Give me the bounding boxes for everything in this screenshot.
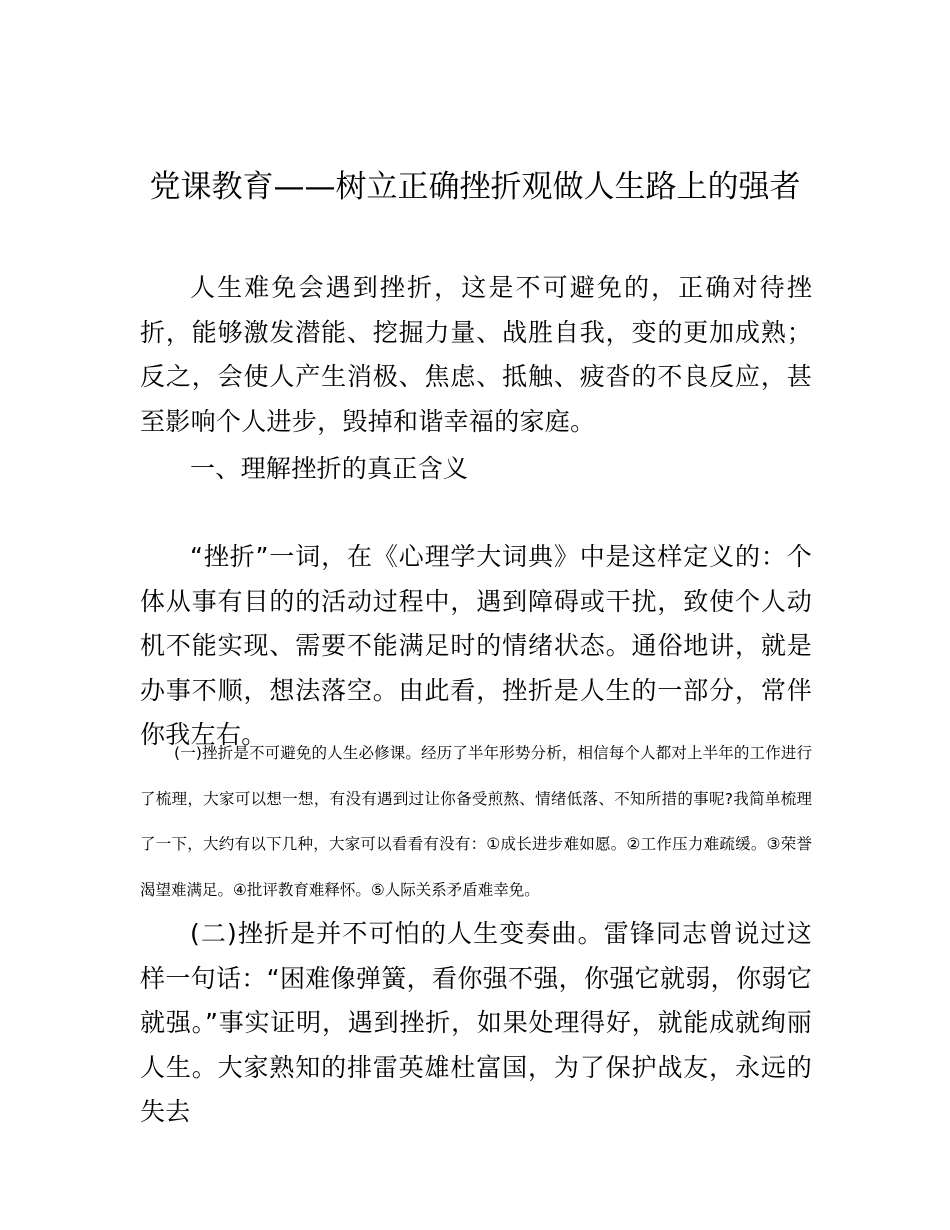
intro-paragraph: 人生难免会遇到挫折，这是不可避免的，正确对待挫折，能够激发潜能、挖掘力量、战胜自我，变的更加成熟；反之，会使人产生消极、焦虑、抵触、疲沓的不良反应，甚至影响个人进步，毁掉和谐幸福的家庭。 — [140, 273, 812, 436]
document-title: 党课教育——树立正确挫折观做人生路上的强者 — [149, 169, 801, 205]
definition-paragraph: “挫折”一词，在《心理学大词典》中是这样定义的：个体从事有目的的活动过程中，遇到障碍或干扰，致使个人动机不能实现、需要不能满足时的情绪状态。通俗地讲，就是办事不顺，想法落空。由此看，挫折是人生的一部分，常伴你我左右。 — [140, 542, 812, 749]
subsection-1-paragraph: (一)挫折是不可避免的人生必修课。经历了半年形势分析，相信每个人都对上半年的工作进行了梳理，大家可以想一想，有没有遇到过让你备受煎熬、情绪低落、不知所措的事呢?我简单梳理了一下，大约有以下几种，大家可以看看有没有：①成长进步难如愿。②工作压力难疏缓。③荣誉渴望难满足。④批评教育难释怀。⑤人际关系矛盾难幸免。 — [140, 744, 812, 899]
subsection-2-paragraph: (二)挫折是并不可怕的人生变奏曲。雷锋同志曾说过这样一句话：“困难像弹簧，看你强不强，你强它就弱，你弱它就强。”事实证明，遇到挫折，如果处理得好，就能成就绚丽人生。大家熟知的排雷英雄杜富国，为了保护战友，永远的失去 — [140, 919, 812, 1126]
section-heading: 一、理解挫折的真正含义 — [190, 454, 469, 483]
